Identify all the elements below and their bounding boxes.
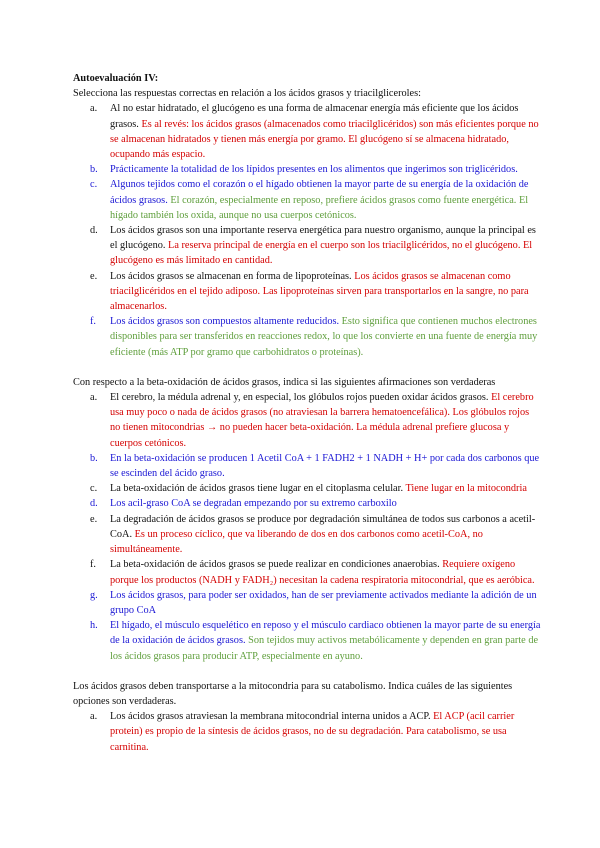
option-explanation: Esto significa que contienen muchos electrones disponibles para ser transferidos en reacciones redox, lo que los convierte en una fuente de energía muy eficiente (más ATP por gramo que carbohidratos o proteínas). (110, 316, 538, 358)
answer-list (73, 101, 542, 359)
option-statement: La beta-oxidación de ácidos grasos tiene lugar en el citoplasma celular. (110, 483, 406, 495)
answer-option (73, 496, 542, 511)
option-explanation: Es un proceso cíclico, que va liberando de dos en dos carbonos como acetil-CoA, no simultáneamente. (110, 528, 483, 556)
option-statement: Algunos tejidos como el corazón o el hígado obtienen la mayor parte de su energía de la oxidación de ácidos grasos. (110, 179, 529, 206)
option-marker: a. (90, 103, 98, 115)
option-statement: Los ácidos grasos se almacenan en forma de lipoproteínas. (110, 270, 355, 282)
answer-option (73, 390, 542, 451)
page-title: Autoevaluación IV: (73, 73, 159, 84)
option-explanation: Son tejidos muy activos metabólicamente y dependen en gran parte de los ácidos grasos para producir ATP, especialmente en ayuno. (110, 635, 539, 662)
option-marker: d. (90, 498, 98, 510)
option-marker: e. (90, 270, 98, 282)
answer-option (73, 269, 542, 315)
answer-option (73, 588, 542, 618)
answer-option (73, 451, 542, 481)
answer-option (73, 709, 542, 755)
answer-option (73, 177, 542, 223)
section-spacer (73, 664, 542, 679)
option-marker: b. (90, 452, 98, 464)
option-explanation: El ACP (acil carrier protein) es propio de la síntesis de ácidos grasos, no de su degradación. Para catabolismo, se usa carnitina. (110, 711, 515, 753)
option-explanation: Requiere oxígeno porque los productos (NADH y FADH₂) necesitan la cadena respiratoria mitocondrial, que es aeróbica. (110, 559, 535, 586)
option-statement: Al no estar hidratado, el glucógeno es una forma de almacenar energía más eficiente que los ácidos grasos. (110, 103, 519, 130)
option-marker: c. (90, 483, 98, 495)
option-statement: En la beta-oxidación se producen 1 Acetil CoA + 1 FADH2 + 1 NADH + H+ por cada dos carbonos que se escinden del ácido graso. (110, 452, 540, 480)
option-marker: c. (90, 179, 98, 191)
answer-option (73, 512, 542, 558)
option-statement: Prácticamente la totalidad de los lípidos presentes en los alimentos que ingerimos son triglicéridos. (110, 164, 518, 176)
answer-list (73, 709, 542, 755)
question-section (73, 360, 542, 664)
section-spacer (73, 360, 542, 375)
option-statement: Los ácidos grasos son una importante reserva energética para nuestro organismo, aunque la principal es el glucógeno. (110, 225, 536, 252)
answer-option (73, 618, 542, 664)
option-statement: Los acil-graso CoA se degradan empezando por su extremo carboxilo (110, 498, 397, 510)
answer-option (73, 481, 542, 496)
answer-option (73, 557, 542, 587)
answer-option (73, 314, 542, 360)
answer-option (73, 223, 542, 269)
option-statement: El cerebro, la médula adrenal y, en especial, los glóbulos rojos pueden oxidar ácidos grasos. (110, 392, 492, 404)
option-marker: d. (90, 225, 98, 237)
question-sections (73, 86, 542, 755)
option-marker: g. (90, 589, 98, 601)
option-statement: La beta-oxidación de ácidos grasos se puede realizar en condiciones anaerobias. (110, 559, 443, 571)
option-marker: a. (90, 392, 98, 404)
option-marker: h. (90, 620, 98, 632)
answer-option (73, 101, 542, 162)
option-explanation: Tiene lugar en la mitocondria (405, 483, 527, 495)
option-explanation: El corazón, especialmente en reposo, prefiere ácidos grasos como fuente energética. El hígado también los oxida, aunque no usa cuerpos cetónicos. (110, 194, 529, 221)
answer-list (73, 390, 542, 664)
question-section (73, 86, 542, 360)
question-intro: Los ácidos grasos deben transportarse a la mitocondria para su catabolismo. Indica cuáles de las siguientes opciones son verdaderas. (73, 680, 513, 707)
option-marker: f. (90, 316, 97, 328)
option-explanation: Los ácidos grasos se almacenan como triacilglicéridos en el tejido adiposo. Las lipoproteínas sirven para transportarlos en la sangre, no para almacenarlos. (110, 270, 529, 313)
option-marker: b. (90, 164, 98, 176)
option-statement: Los ácidos grasos atraviesan la membrana mitocondrial interna unidos a ACP. (110, 711, 434, 723)
option-statement: Los ácidos grasos, para poder ser oxidados, han de ser previamente activados mediante la adición de un grupo CoA (110, 589, 537, 616)
question-intro: Selecciona las respuestas correctas en relación a los ácidos grasos y triacilgliceroles: (73, 88, 421, 100)
option-explanation: La reserva principal de energía en el cuerpo son los triacilglicéridos, no el glucógeno. El glucógeno es más limitado en cantidad. (110, 240, 533, 267)
option-statement: El hígado, el músculo esquelético en reposo y el músculo cardiaco obtienen la mayor parte de su energía de la oxidación de ácidos grasos. (110, 620, 541, 647)
option-explanation: Es al revés: los ácidos grasos (almacenados como triacilglicéridos) son más eficientes porque no se almacenan hidratados y tienen más energía por gramo. El glucógeno sí se almacena hidratado, ocupando más espacio. (110, 118, 539, 161)
answer-option (73, 162, 542, 177)
option-statement: La degradación de ácidos grasos se produce por degradación simultánea de todos sus carbonos a acetil-CoA. (110, 513, 536, 540)
question-section (73, 664, 542, 755)
option-marker: f. (90, 559, 97, 571)
option-marker: a. (90, 711, 98, 723)
option-statement: Los ácidos grasos son compuestos altamente reducidos. (110, 316, 342, 328)
option-explanation: El cerebro usa muy poco o nada de ácidos grasos (no atraviesan la barrera hematoencefálica). Los glóbulos rojos no tienen mitocondrias → no pueden hacer beta-oxidación. La médula adrenal prefiere glucosa y cuerpos cetónicos. (110, 392, 534, 449)
option-marker: e. (90, 513, 98, 525)
question-intro: Con respecto a la beta-oxidación de ácidos grasos, indica si las siguientes afirmaciones son verdaderas (73, 376, 496, 388)
